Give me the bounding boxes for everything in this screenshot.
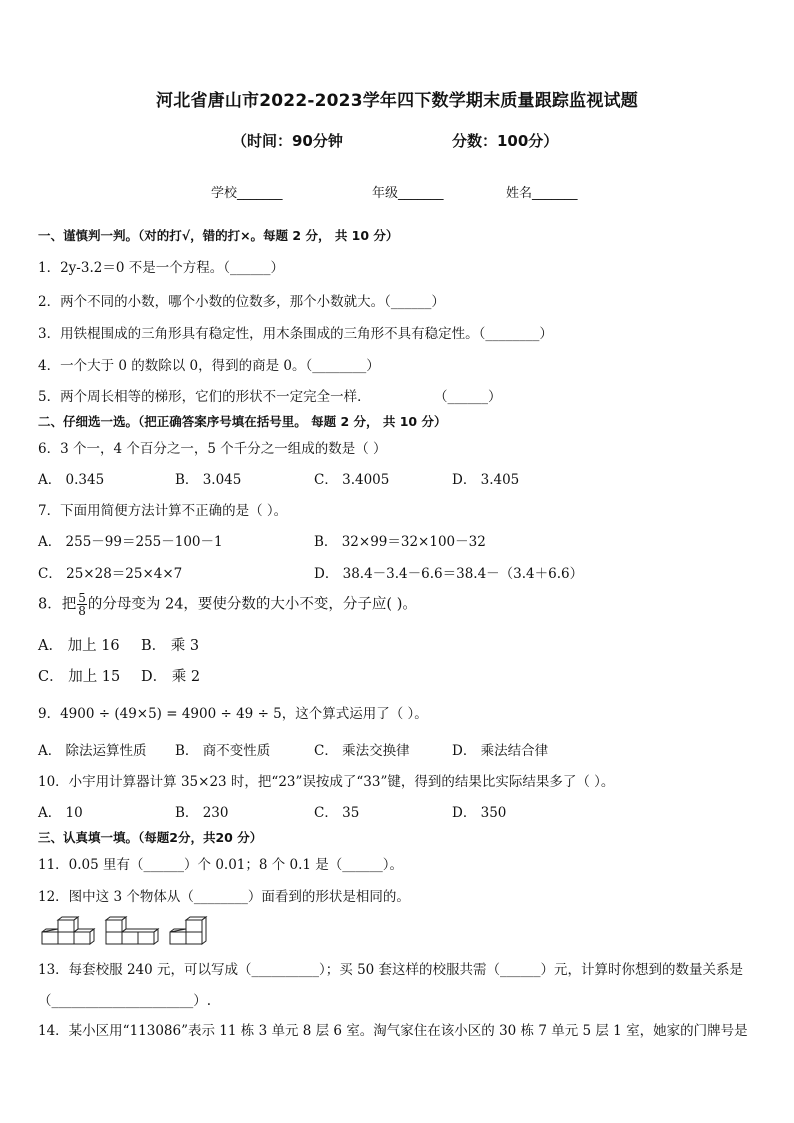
question-10: 10．小宇用计算器计算 35×23 时，把“23”误按成了“33”键，得到的结果比实际结果多了（ ）。 (38, 774, 615, 790)
q8-option-c: C． 加上 15 (38, 669, 121, 685)
grade-field: 年级_______ (372, 186, 444, 201)
question-7: 7．下面用简便方法计算不正确的是（ ）。 (38, 503, 288, 519)
q7-option-a: A． 255－99＝255－100－1 (38, 534, 223, 550)
q9-option-a: A． 除法运算性质 (38, 743, 147, 759)
q9-option-d: D． 乘法结合律 (452, 743, 549, 759)
q9-option-c: C． 乘法交换律 (314, 743, 410, 759)
cube-figure-2 (104, 916, 160, 946)
q8-suffix: 的分母变为 24，要使分数的大小不变，分子应( )。 (87, 596, 417, 613)
exam-title: 河北省唐山市2022-2023学年四下数学期末质量跟踪监视试题 (156, 91, 638, 111)
question-5-blank: （______） (434, 389, 502, 405)
question-3: 3．用铁棍围成的三角形具有稳定性，用木条围成的三角形不具有稳定性。（________） (38, 326, 553, 342)
q7-option-b: B． 32×99＝32×100－32 (314, 534, 486, 550)
question-9: 9．4900 ÷ (49×5) = 4900 ÷ 49 ÷ 5，这个算式运用了（ ）。 (38, 706, 428, 722)
exam-time: （时间：90分钟 (232, 132, 343, 150)
q7-option-d: D． 38.4－3.4－6.6＝38.4－（3.4＋6.6） (314, 566, 584, 582)
question-4: 4．一个大于 0 的数除以 0，得到的商是 0。（________） (38, 358, 380, 374)
q8-prefix: 8．把 (38, 596, 77, 613)
q6-option-a: A． 0.345 (38, 472, 105, 488)
section-3-heading: 三、认真填一填。（每题2分，共20 分） (38, 830, 263, 845)
q10-option-c: C． 35 (314, 805, 360, 821)
question-6: 6．3 个一，4 个百分之一，5 个千分之一组成的数是（ ） (38, 441, 387, 457)
name-field: 姓名_______ (506, 186, 578, 201)
q8-fraction (77, 592, 87, 617)
q10-option-d: D． 350 (452, 805, 507, 821)
section-1-heading: 一、谨慎判一判。（对的打√，错的打×。每题 2 分， 共 10 分） (38, 228, 399, 243)
q8-denominator: 8 (78, 604, 86, 618)
q10-option-a: A． 10 (38, 805, 83, 821)
q8-option-b: B． 乘 3 (141, 638, 200, 654)
q9-option-b: B． 商不变性质 (175, 743, 271, 759)
q8-numerator: 5 (78, 591, 86, 605)
school-field: 学校_______ (211, 186, 283, 201)
q8-option-d: D． 乘 2 (141, 669, 201, 685)
q6-option-b: B． 3.045 (175, 472, 242, 488)
question-13-line-2: （_____________________）. (38, 993, 212, 1009)
q7-option-c: C． 25×28＝25×4×7 (38, 566, 183, 582)
question-8 (38, 592, 417, 617)
section-2-heading: 二、仔细选一选。（把正确答案序号填在括号里。 每题 2 分， 共 10 分） (38, 414, 447, 429)
cube-figure-3 (168, 916, 208, 946)
q6-option-c: C． 3.4005 (314, 472, 390, 488)
question-14: 14．某小区用“113086”表示 11 栋 3 单元 8 层 6 室。淘气家住在该小区的 30 栋 7 单元 5 层 1 室，她家的门牌号是 (38, 1023, 748, 1039)
exam-score: 分数：100分） (452, 132, 559, 150)
q8-option-a: A． 加上 16 (38, 638, 120, 654)
question-5: 5．两个周长相等的梯形，它们的形状不一定完全一样． (38, 389, 371, 405)
question-1: 1．2y-3.2＝0 不是一个方程。（______） (38, 260, 284, 276)
q10-option-b: B． 230 (175, 805, 229, 821)
q6-option-d: D． 3.405 (452, 472, 520, 488)
question-12: 12．图中这 3 个物体从（________）面看到的形状是相同的。 (38, 889, 410, 905)
question-2: 2．两个不同的小数，哪个小数的位数多，那个小数就大。（______） (38, 294, 445, 310)
question-13-line-1: 13．每套校服 240 元，可以写成（__________）；买 50 套这样的校服共需（______）元，计算时你想到的数量关系是 (38, 962, 744, 978)
cube-figure-1 (40, 916, 96, 946)
question-11: 11．0.05 里有（______）个 0.01；8 个 0.1 是（______）。 (38, 857, 404, 873)
